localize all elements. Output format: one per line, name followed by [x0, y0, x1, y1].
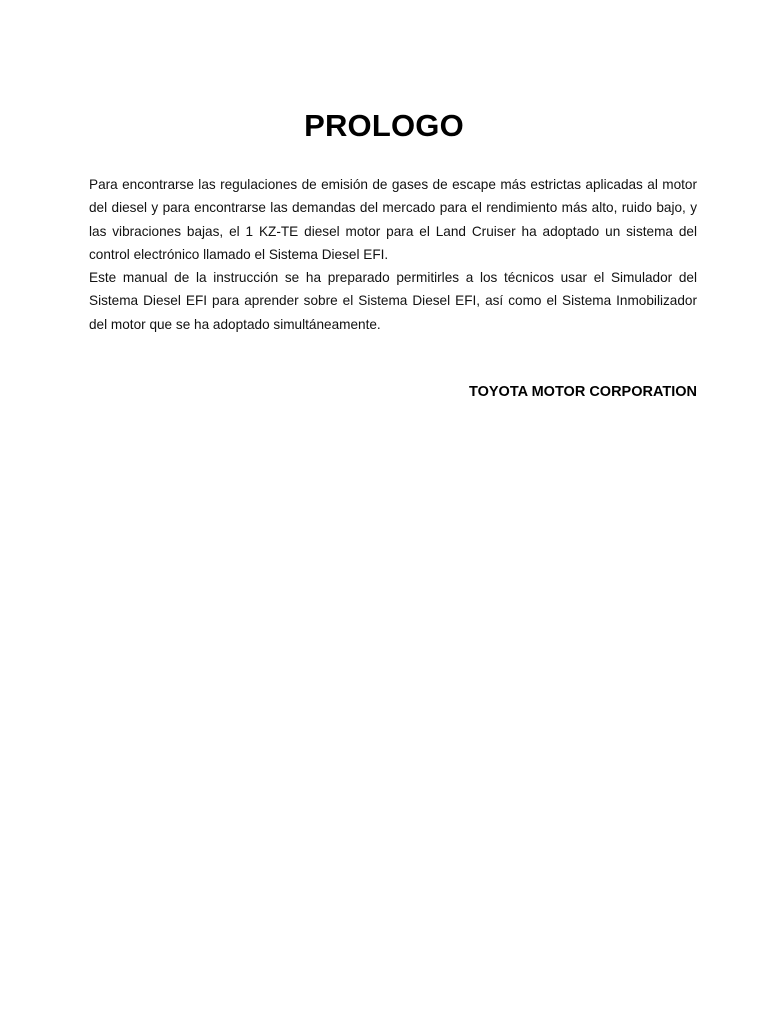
paragraph-manual-purpose: Este manual de la instrucción se ha preparado permitirles a los técnicos usar el Simulador del Sistema Diesel EFI para aprender sobre el Sistema Diesel EFI, así como el Sistema Inmobilizador del motor que se ha adoptado simultáneamente. — [89, 270, 697, 332]
paragraph-emissions: Para encontrarse las regulaciones de emisión de gases de escape más estrictas aplicadas al motor del diesel y para encontrarse las demandas del mercado para el rendimiento más alto, ruido bajo, y las vibraciones bajas, el 1 KZ-TE diesel motor para el Land Cruiser ha adoptado un sistema del control electrónico llamado el Sistema Diesel EFI. — [89, 177, 697, 262]
corporate-signature: TOYOTA MOTOR CORPORATION — [469, 384, 697, 400]
page-title: PROLOGO — [304, 108, 464, 143]
prologue-body — [89, 173, 697, 336]
